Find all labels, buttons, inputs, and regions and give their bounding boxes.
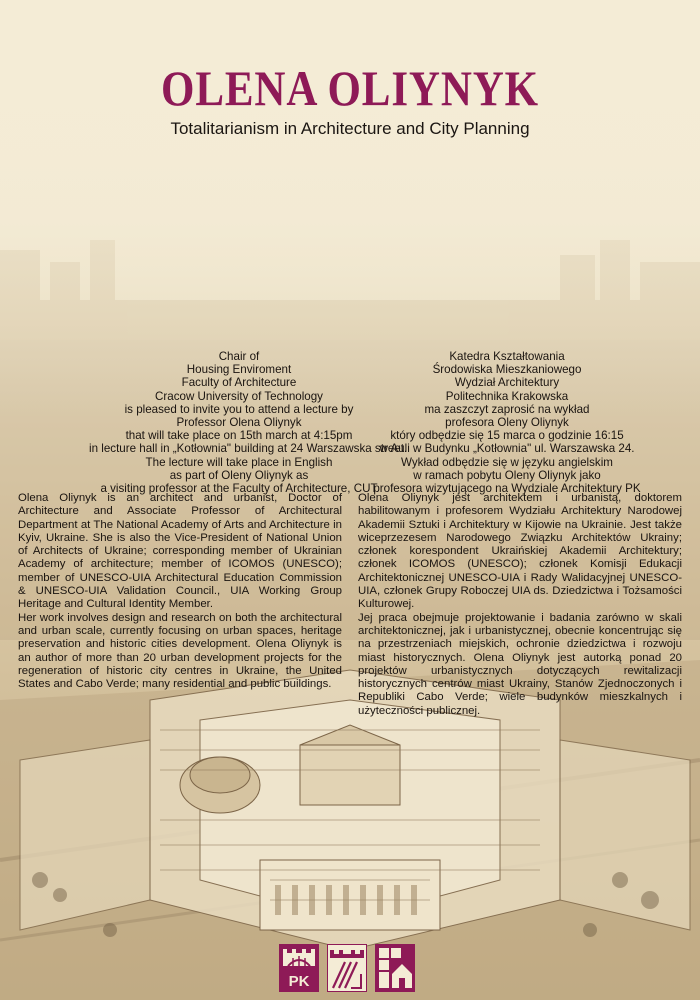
biography-polish bbox=[358, 492, 682, 718]
invitation-line: profesora wizytującego na Wydziale Architektury PK bbox=[373, 481, 641, 495]
invitation-english bbox=[89, 350, 408, 495]
invitation-line: który odbędzie się 15 marca o godzinie 16:15 bbox=[390, 429, 624, 443]
invitation-line: Politechnika Krakowska bbox=[445, 389, 569, 403]
invitation-line: Faculty of Architecture bbox=[181, 376, 297, 390]
biography-english bbox=[18, 492, 342, 691]
biography-paragraph: Jej praca obejmuje projektowanie i badania zarówno w skali architektonicznej, jak i urbanistycznej, obecnie koncentrując się na przestrzeniach miejskich, ochronie dziedzictwa i rozwoju miast historycznych. Olena Oliynyk jest autorką ponad 20 projektów urbanistycznych dotyczących rewitalizacji historycznych centrów miast Ukrainy, Stanów Zjednoczonych i Republiki Cabo Verde; wiele budynków mieszkalnych i użyteczności publicznej. bbox=[358, 611, 682, 717]
invitation-polish bbox=[357, 350, 657, 495]
poster-subtitle: Totalitarianism in Architecture and City Planning bbox=[170, 119, 530, 138]
invitation-line: w ramach pobytu Oleny Oliynyk jako bbox=[413, 468, 601, 482]
biography-paragraph: Her work involves design and research on both the architectural and urban scale, currently focusing on urban spaces, heritage preservation and historic cities development. Olena Oliynyk is an author of more than 20 urban development projects for the regeneration of historic city centres in Ukraine, the United States and Cabo Verde; many residential and public buildings. bbox=[18, 611, 342, 691]
invitation-line: in lecture hall in „Kotłownia" building at 24 Warszawska street. bbox=[89, 442, 408, 456]
invitation-line: that will take place on 15th march at 4:15pm bbox=[125, 429, 353, 443]
faculty-architecture-logo-icon bbox=[327, 944, 367, 992]
invitation-line: Professor Olena Oliynyk bbox=[176, 415, 302, 429]
poster-title: OLENA OLIYNYK bbox=[161, 60, 539, 116]
pk-university-logo-icon bbox=[279, 944, 319, 992]
chair-housing-logo-icon bbox=[375, 944, 415, 992]
invitation-line: Wydział Architektury bbox=[454, 376, 560, 390]
invitation-line: Cracow University of Technology bbox=[155, 389, 323, 403]
invitation-line: a visiting professor at the Faculty of Architecture, CUT bbox=[100, 481, 378, 495]
invitation-line: profesora Oleny Oliynyk bbox=[445, 415, 569, 429]
pk-mark-text: PK bbox=[288, 973, 310, 990]
invitation-line: Chair of bbox=[218, 350, 260, 363]
invitation-line: is pleased to invite you to attend a lecture by bbox=[124, 402, 354, 416]
biography-paragraph: Olena Oliynyk is an architect and urbanist, Doctor of Architecture and Associate Professor of Architectural Department at The National Academy of Arts and Architecture in Kyiv, Ukraine. She is also the Vice-President of National Union of Architects of Ukraine; corresponding member of Ukrainian Academy of architecture; member of ICOMOS (UNESCO); member of UNESCO-UIA Architectural Education Commission & UNESCO-UIA Validation Council., UIA Working Group Heritage and Cultural Identity Member. bbox=[18, 492, 342, 611]
invitation-line: Housing Enviroment bbox=[186, 363, 292, 377]
invitation-line: Wykład odbędzie się w języku angielskim bbox=[401, 455, 613, 469]
invitation-line: ma zaszczyt zaprosić na wykład bbox=[424, 402, 590, 416]
biography-paragraph: Olena Oliynyk jest architektem i urbanistą, doktorem habilitowanym i profesorem Wydziału Architektury Narodowej Akademii Sztuki i Architektury w Kijowie na Ukrainie. Jest także wiceprzezesem Narodowego Związku Architektów Ukrainy; członek korespondent Ukraińskiej Akademii Architektury; członek ICOMOS (UNESCO); członek Komisji Edukacji Architektonicznej UNESCO-UIA i Rady Walidacyjnej UNESCO-UIA, członek Grupy Roboczej UIA ds. Dziedzictwa i Tożsamości Kulturowej. bbox=[358, 492, 682, 611]
invitation-line: Katedra Kształtowania bbox=[449, 350, 565, 363]
invitation-line: Środowiska Mieszkaniowego bbox=[432, 363, 582, 377]
invitation-line: as part of Oleny Oliynyk as bbox=[169, 468, 309, 482]
logo-strip bbox=[279, 944, 415, 992]
invitation-line: The lecture will take place in English bbox=[145, 455, 333, 469]
invitation-line: w Auli w Budynku „Kotłownia" ul. Warszawska 24. bbox=[379, 442, 635, 456]
